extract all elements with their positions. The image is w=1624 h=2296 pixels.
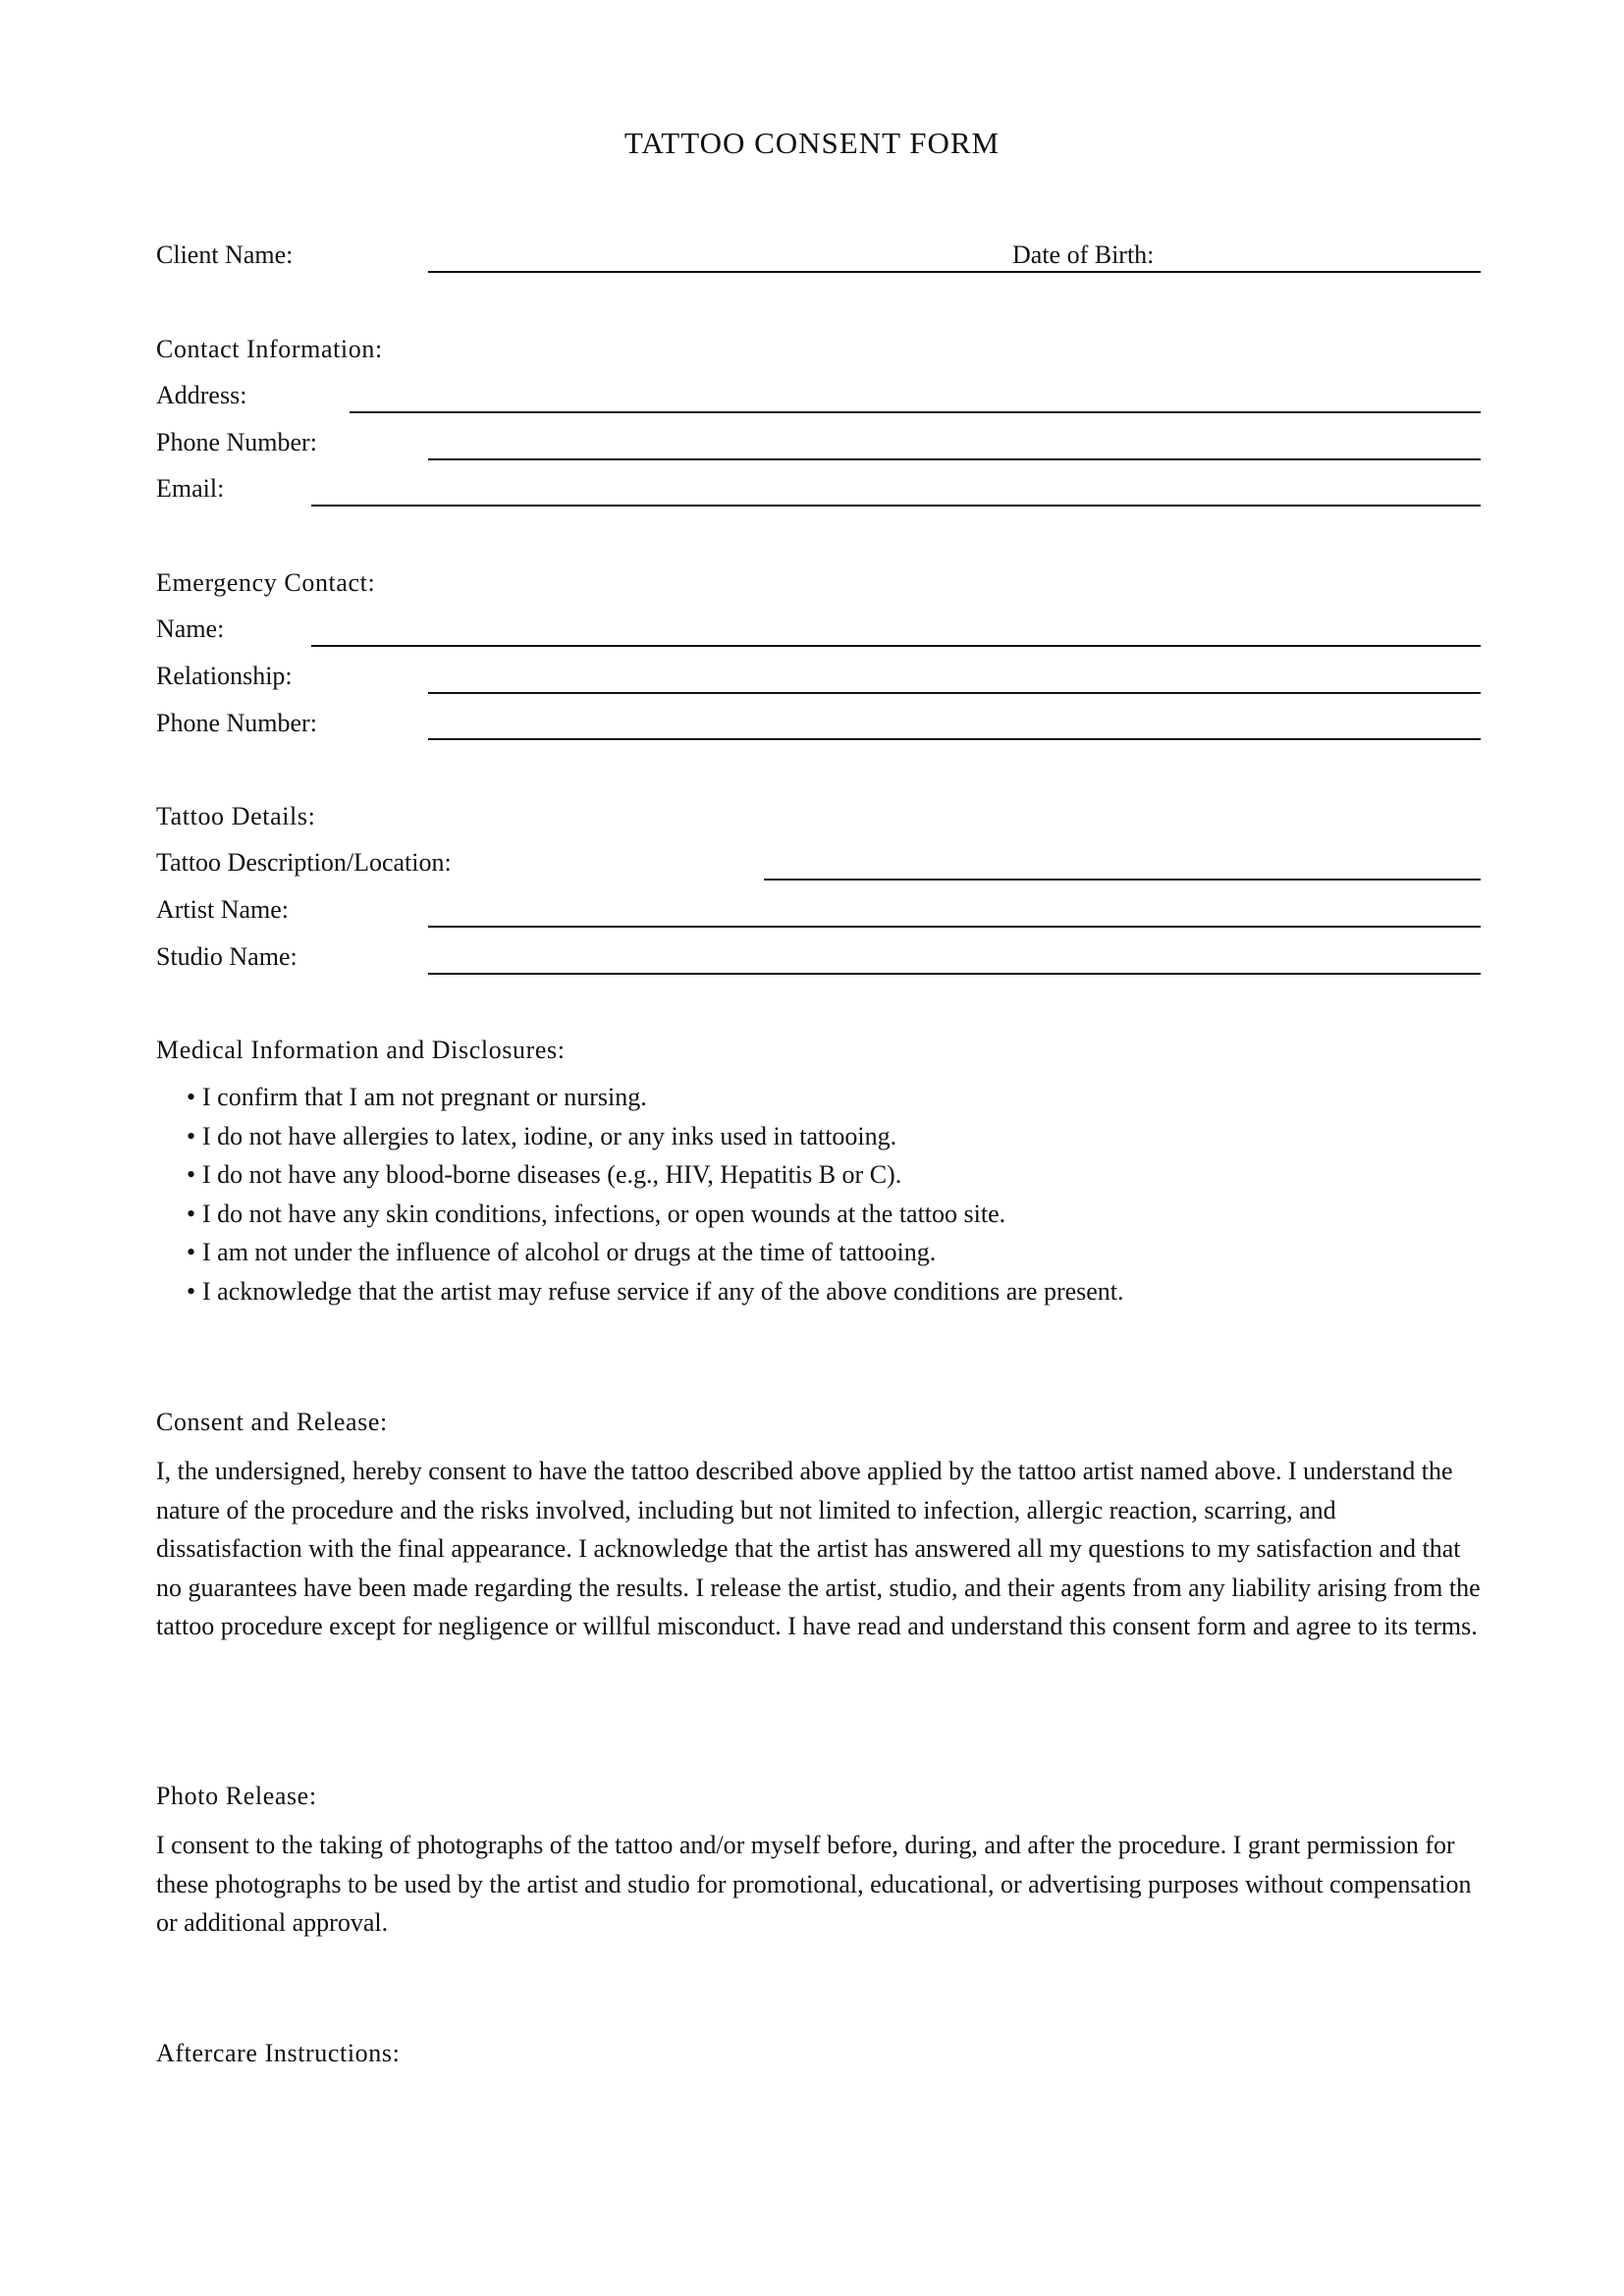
list-item: • I do not have any blood-borne diseases (e.g., HIV, Hepatitis B or C). (187, 1160, 902, 1189)
emergency-name-field[interactable] (311, 645, 1481, 647)
artist-name-label: Artist Name: (156, 895, 290, 924)
artist-name-field[interactable] (428, 926, 1481, 928)
list-item: • I am not under the influence of alcohol or drugs at the time of tattooing. (187, 1238, 937, 1266)
list-item: • I do not have allergies to latex, iodine, or any inks used in tattooing. (187, 1121, 897, 1150)
emergency-phone-field[interactable] (428, 738, 1481, 740)
studio-name-label: Studio Name: (156, 942, 298, 971)
consent-release-text: I, the undersigned, hereby consent to have the tattoo described above applied by the tattoo artist named above. I understand the nature of the procedure and the risks involved, including but not limited to infection, allergic reaction, scarring, and dissatisfaction with the final appearance. I acknowledge that the artist has answered all my questions to my satisfaction and that no guarantees have been made regarding the results. I release the artist, studio, and their agents from any liability arising from the tattoo procedure except for negligence or willful misconduct. I have read and understand this consent form and agree to its terms. (156, 1457, 1481, 1640)
client-name-field[interactable] (428, 271, 1481, 273)
relationship-field[interactable] (428, 692, 1481, 694)
medical-heading: Medical Information and Disclosures: (156, 1036, 566, 1064)
medical-disclosures-list (187, 1078, 1124, 1310)
contact-info-heading: Contact Information: (156, 335, 383, 363)
date-of-birth-label: Date of Birth: (1012, 240, 1155, 269)
aftercare-heading: Aftercare Instructions: (156, 2039, 401, 2067)
consent-release-heading: Consent and Release: (156, 1408, 388, 1436)
email-field[interactable] (311, 505, 1481, 507)
photo-release-text: I consent to the taking of photographs of the tattoo and/or myself before, during, and after the procedure. I grant permission for these photographs to be used by the artist and studio for promotional, educational, or advertising purposes without compensation or additional approval. (156, 1831, 1472, 1937)
list-item: • I confirm that I am not pregnant or nursing. (187, 1083, 647, 1111)
list-item: • I do not have any skin conditions, infections, or open wounds at the tattoo site. (187, 1199, 1006, 1228)
photo-release-heading: Photo Release: (156, 1782, 317, 1810)
emergency-phone-label: Phone Number: (156, 709, 317, 737)
tattoo-description-field[interactable] (764, 879, 1481, 881)
email-label: Email: (156, 474, 225, 503)
form-title: TATTOO CONSENT FORM (623, 126, 1001, 160)
address-field[interactable] (350, 411, 1481, 413)
relationship-label: Relationship: (156, 662, 293, 690)
emergency-contact-heading: Emergency Contact: (156, 568, 376, 597)
list-item: • I acknowledge that the artist may refuse service if any of the above conditions are present. (187, 1276, 1124, 1306)
contact-phone-label: Phone Number: (156, 428, 317, 456)
tattoo-description-label: Tattoo Description/Location: (156, 848, 452, 877)
emergency-name-label: Name: (156, 614, 225, 643)
client-name-label: Client Name: (156, 240, 294, 269)
tattoo-details-heading: Tattoo Details: (156, 802, 316, 830)
studio-name-field[interactable] (428, 973, 1481, 975)
address-label: Address: (156, 381, 247, 409)
contact-phone-field[interactable] (428, 458, 1481, 460)
